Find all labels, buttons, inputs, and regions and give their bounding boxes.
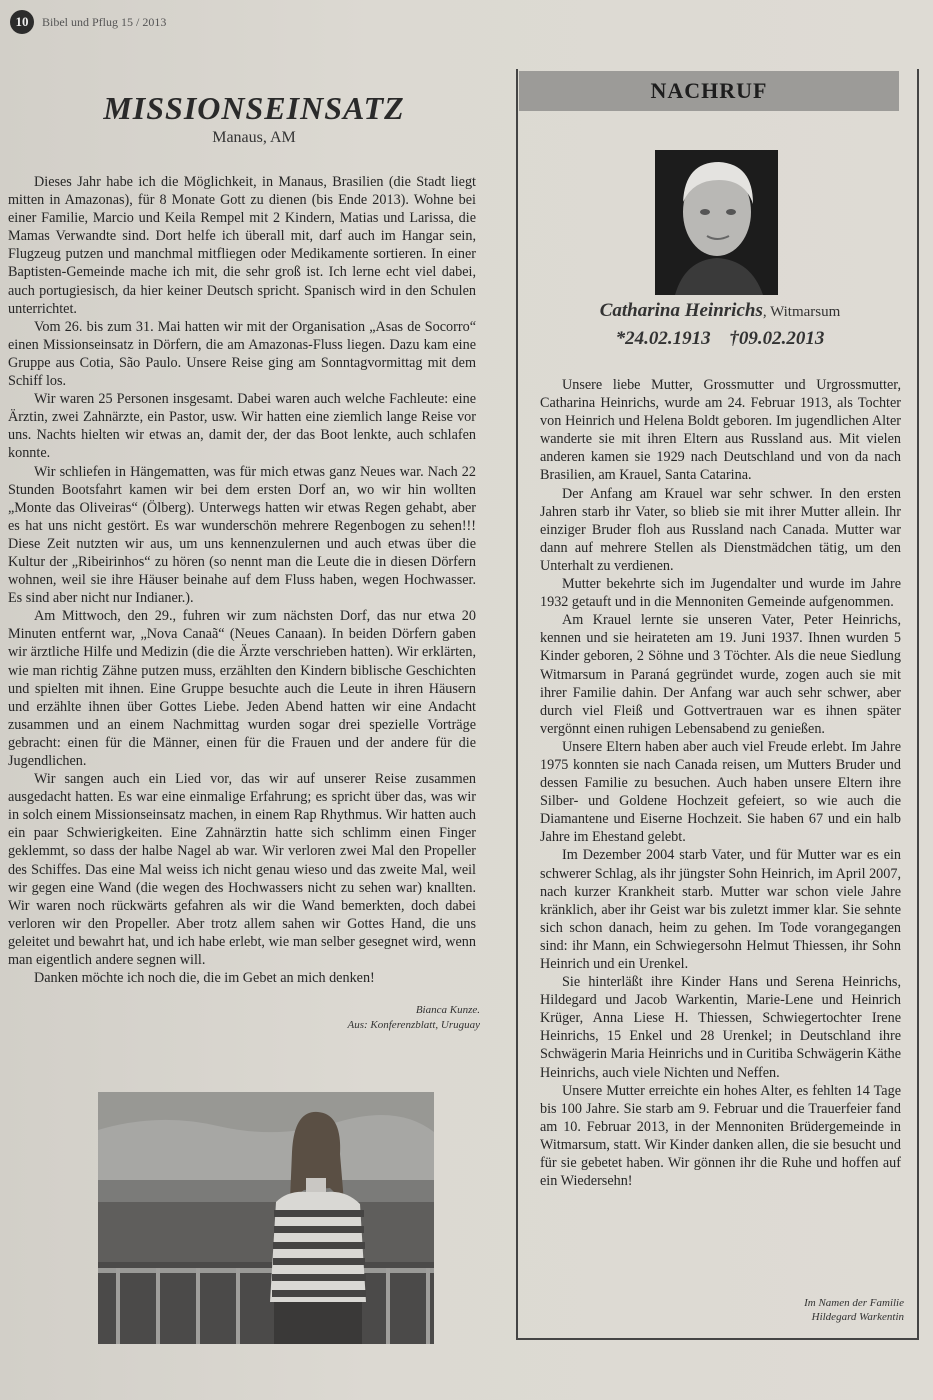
article-body — [8, 173, 500, 987]
death-date: †09.02.2013 — [729, 328, 825, 349]
page-header — [10, 9, 166, 35]
obituary-paragraph: Im Dezember 2004 starb Vater, und für Mutter war es ein schwerer Schlag, als ihr jüngster Sohn Heinrich, im April 2007, nach kurzer Krankheit starb. Mutter war schon viele Jahre kränklich, aber ihr Geist war bis zuletzt immer klar. Sie sehnte sich schon danach, heim zu gehen. Im Tode vorangegangen sind: ihr Mann, ein Schwiegersohn Helmut Thiessen, ihr Sohn Heinrich und ein Urenkel. — [540, 847, 901, 972]
article-paragraph: Vom 26. bis zum 31. Mai hatten wir mit der Organisation „Asas de Socorro“ einen Missionseinsatz in Dörfern, die am Amazonas-Fluss liegen. Dazu kam eine Gruppe aus Cotia, São Paulo. Unsere Reise ging am Sonntagvormittag mit dem Schiff los. — [8, 318, 476, 390]
obituary-heading: NACHRUF — [519, 71, 899, 111]
deceased-place: , Witmarsum — [762, 304, 841, 320]
obituary-signature — [700, 1296, 904, 1324]
article-paragraph: Wir sangen auch ein Lied vor, das wir auf unserer Reise zusammen ausgedacht hatten. Es war eine einmalige Erfahrung; es spricht über das, was wir in solch einem Missionseinsatz machen, in einem Rap Rhythmus. Wir hatten auch ein paar Schwierigkeiten. Eine Zahnärztin hatte sich schlimm einen Finger geklemmt, so dass der halbe Nagel ab war. Wir verloren zwei Mal den Propeller des Schiffes. Das eine Mal weiss ich nicht genau wieso und das zweite Mal, weil wir gegen eine Wand (die wegen des Hochwassers nicht zu sehen war) knallten. Wir waren noch rückwärts gefahren als wir die Wand bemerkten, doch dabei verloren wir den Propeller. Aber trotz allem sahen wir Gottes Hand, die uns geleitet und bewahrt hat, und ich habe erlebt, wie man selber gesegnet wird, wenn man eigentlich andere segnen will. — [8, 771, 476, 969]
page-number: 10 — [10, 10, 34, 34]
author-photo — [98, 1092, 434, 1344]
article-source: Aus: Konferenzblatt, Uruguay — [347, 1019, 480, 1032]
obituary-paragraph: Mutter bekehrte sich im Jugendalter und wurde im Jahre 1932 getauft und in die Mennoniten Gemeinde aufgenommen. — [540, 576, 901, 611]
obituary-paragraph: Unsere Eltern haben aber auch viel Freude erlebt. Im Jahre 1975 konnten sie nach Canada reisen, um Mutters Bruder und dessen Familie zu besuchen. Auch haben unsere Eltern ihre Silber- und Goldene Hochzeit gefeiert, so wie auch die Diamantene und Eiserne Hochzeit. Sie haben 67 und ein halb Jahre im Ehestand gelebt. — [540, 738, 901, 846]
deceased-portrait — [655, 150, 778, 295]
obituary-paragraph: Unsere liebe Mutter, Grossmutter und Urgrossmutter, Catharina Heinrichs, wurde am 24. Februar 1913, als Tochter von Heinrich und Helena Boldt geboren. Im jugendlichen Alter wanderte sie mit ihren Eltern aus Russland aus. Mit vielen anderen kamen sie 1929 nach Deutschland und von da nach Brasilien, am Krauel, Santa Catarina. — [540, 377, 901, 484]
life-dates — [530, 328, 910, 350]
article-paragraph: Am Mittwoch, den 29., fuhren wir zum nächsten Dorf, das nur etwa 20 Minuten entfernt war, „Nova Canaã“ (Neues Canaan). In beiden Dörfern gaben wir ärztliche Hilfe und Medizin (die die Ärzte verschrieben hatten). Wir erklärten, wie man richtig Zähne putzen muss, erzählten den Kindern biblische Geschichten und spielten mit ihnen. Eine Gruppe besuchte auch die Leute in ihren Häusern und erzählte ihnen über Gottes Liebe. Jeden Abend hatten wir eine Andacht zusammen und an einem Nachmittag wurden sogar drei spezielle Vorträge gebracht: einen für die Männer, einen für die Frauen und der andere für die Jugendlichen. — [8, 608, 476, 769]
article-paragraph: Dieses Jahr habe ich die Möglichkeit, in Manaus, Brasilien (die Stadt liegt mitten in Amazonas), für 8 Monate Gott zu dienen (bis Ende 2013). Wohne bei einer Familie, Marcio und Keila Rempel mit 2 Kindern, Matias und Larissa, die Mamas Verwandte sind. Dort helfe ich überall mit, darf auch im Hangar sein, Flugzeug putzen und manchmal mitfliegen oder Medikamente sortieren. In einer Baptisten-Gemeinde mache ich mit, die sehr groß ist. Ich lerne echt viel dabei, auch portugiesisch, da hier keiner Deutsch spricht. Spanisch wird in den Schulen unterrichtet. — [8, 174, 476, 317]
article-title: MISSIONSEINSATZ — [103, 90, 405, 126]
article-paragraph: Danken möchte ich noch die, die im Gebet an mich denken! — [34, 970, 375, 987]
article-credits — [8, 1003, 500, 1033]
signature-name: Hildegard Warkentin — [811, 1311, 904, 1323]
deceased-name-line — [530, 300, 910, 322]
running-head: Bibel und Pflug 15 / 2013 — [42, 14, 167, 29]
obituary-paragraph: Der Anfang am Krauel war sehr schwer. In den ersten Jahren starb ihr Vater, so blieb sie mit ihrer Mutter allein. Ihr einziger Bruder floh aus Russland nach Canada. Mutter war dann auf mehrere Stellen als Dienstmädchen tätig, um den Unterhalt zu verdienen. — [540, 485, 901, 574]
article-author: Bianca Kunze. — [415, 1004, 480, 1017]
portrait-illustration — [655, 150, 778, 295]
obituary-paragraph: Am Krauel lernte sie unseren Vater, Peter Heinrichs, kennen und sie heirateten am 19. Juni 1937. Ihnen wurden 5 Kinder geboren, 2 Söhne und 3 Töchter. Als die neue Siedlung Witmarsum in Paraná gegründet wurde, zogen auch sie mit ihrer Familie dahin. Der Anfang war auch sehr schwer, aber durch viel Fleiß und Gottvertrauen war es ihnen später vergönnt einen ruhigen Lebensabend zu genießen. — [540, 612, 901, 737]
birth-date: *24.02.1913 — [615, 328, 711, 349]
article-paragraph: Wir waren 25 Personen insgesamt. Dabei waren auch welche Fachleute: eine Ärztin, zwei Zahnärzte, ein Pastor, usw. Wir hatten eine ziemlich lange Reise vor uns. Nachts hielten wir etwas an, damit der, der das Boot lenkte, auch schlafen konnte. — [8, 391, 476, 462]
mission-article — [8, 80, 500, 1033]
obituary-paragraph: Unsere Mutter erreichte ein hohes Alter, es fehlten 14 Tage bis 100 Jahre. Sie starb am 9. Februar und die Trauerfeier fand am 10. Februar 2013, in der Mennoniten Brüdergemeinde in Witmarsum, statt. Wir Kinder danken allen, die sie besucht und für sie gebetet haben. Wir gönnen ihr die Ruhe und hoffen auf ein Wiedersehn! — [540, 1082, 901, 1190]
deceased-name: Catharina Heinrichs — [599, 300, 763, 321]
obituary-body — [540, 376, 901, 1190]
article-paragraph: Wir schliefen in Hängematten, was für mich etwas ganz Neues war. Nach 22 Stunden Bootsfahrt kamen wir bei dem ersten Dorf an, wo wir hin wollten „Monte das Oliveiras“ (Ölberg). Unterwegs hatten wir etwas Regen gehabt, aber es hat uns nicht gestört. Es war wunderschön mehrere Regenbogen zu sehen!!! Diese Zeit nutzten wir aus, um uns kennenzulernen und auch etwas über die Kultur der „Ribeirinhos“ zu hören (so nennt man die Leute die in diesen Dörfern wohnen, weil sie ihre Häuser beinahe auf dem Fluss haben, wegen Hochwasser. Es sind aber nicht nur Indianer.). — [8, 463, 476, 607]
signature-line: Im Namen der Familie — [804, 1297, 904, 1309]
author-photo-illustration — [98, 1092, 434, 1344]
article-subtitle: Manaus, AM — [212, 129, 296, 146]
obituary-paragraph: Sie hinterläßt ihre Kinder Hans und Serena Heinrichs, Hildegard und Jacob Warkentin, Marie-Lene und Heinrich Krüger, Anna Liese H. Thiessen, Schwiegertochter Irene Heinrichs, 15 Enkel und 28 Urenkel; in Deutschland ihre Schwägerin Maria Heinrichs und in Curitiba Schwägerin Käthe Heinrichs, auch viele Nichten und Neffen. — [540, 974, 901, 1081]
